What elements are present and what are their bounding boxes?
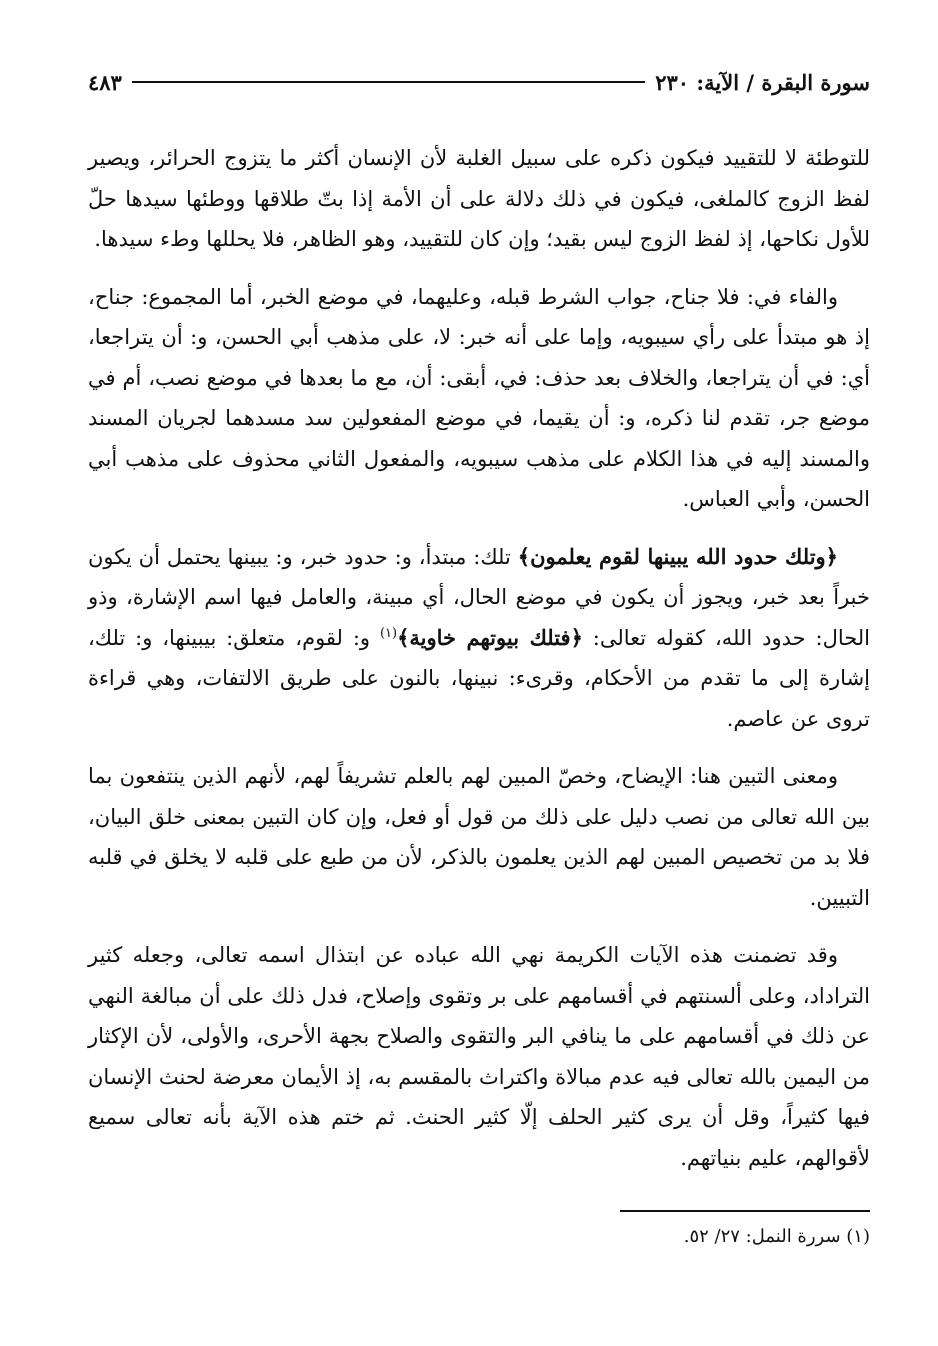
page-number: ٤٨٣ — [88, 69, 122, 95]
page-body — [88, 138, 870, 1178]
book-page — [88, 62, 871, 1247]
footnote: (١) سررة النمل: ٢٧/ ٥٢. — [683, 1226, 870, 1247]
paragraph-3-part-a: تلك: مبتدأ، و: حدود خبر، و: يبينها يحتمل أن يكون خبراً بعد خبر، ويجوز أن يكون في موضع الحال، أي مبينة، والعامل فيها اسم الإشارة، وذو الحال: حدود الله، كقوله تعالى: — [88, 544, 871, 650]
quran-verse-citation: ﴿فتلك بيوتهم خاوية﴾ — [397, 624, 583, 650]
footnote-reference: (١) — [379, 625, 398, 641]
paragraph-5: وقد تضمنت هذه الآيات الكريمة نهي الله عباده عن ابتذال اسمه تعالى، وجعله كثير التراداد، وعلى ألسنتهم في أقسامهم على بر وتقوى وإصلاح، فدل ذلك على أن مبالغة النهي عن ذلك في أقسامهم على ما ينافي البر والتقوى والصلاح بجهة الأحرى، والأولى، لأن الإكثار من اليمين بالله تعالى فيه عدم مبالاة واكتراث بالمقسم به، إذ الأيمان معرضة لحنث الإنسان فيها كثيراً، وقل أن يرى كثير الحلف إلّا كثير الحنث. ثم ختم هذه الآية بأنه تعالى سميع لأقوالهم، عليم بنياتهم. — [88, 943, 870, 1170]
footnote-divider — [620, 1210, 870, 1212]
paragraph-3-part-b: و: لقوم، متعلق: بيبينها، و: تلك، إشارة إلى ما تقدم من الأحكام، وقرىء: نبينها، بالنون على طريق الالتفات، وهي قراءة تروى عن عاصم. — [88, 625, 870, 731]
paragraph-3 — [88, 537, 870, 740]
paragraph-2: والفاء في: فلا جناح، جواب الشرط قبله، وعليهما، في موضع الخبر، أما المجموع: جناح، إذ هو مبتدأ على رأي سيبويه، وإما على أنه خبر: لا، على مذهب أبي الحسن، و: أن يتراجعا، أي: في أن يتراجعا، والخلاف بعد حذف: في، أبقى: أن، مع ما بعدها في موضع نصب، أم في موضع جر، تقدم لنا ذكره، و: أن يقيما، في موضع المفعولين سد مسدهما لجريان المسند والمسند إليه في هذا الكلام على مذهب سيبويه، والمفعول الثاني محذوف على مذهب أبي الحسن، وأبي العباس. — [88, 284, 870, 511]
paragraph-4: ومعنى التبين هنا: الإيضاح، وخصّ المبين لهم بالعلم تشريفاً لهم، لأنهم الذين ينتفعون بما بين الله تعالى من نصب دليل على ذلك من قول أو فعل، وإن كان التبين بمعنى خلق البيان، فلا بد من تخصيص المبين لهم الذين يعلمون بالذكر، لأن من طبع على قلبه لا يخلق في قلبه التبيين. — [88, 764, 870, 910]
paragraph-1: للتوطئة لا للتقييد فيكون ذكره على سبيل الغلبة لأن الإنسان أكثر ما يتزوج الحرائر، ويصير لفظ الزوج كالملغى، فيكون في ذلك دلالة على أن الأمة إذا بتّ طلاقها ووطئها سيدها حلّ للأول نكاحها، إذ لفظ الزوج ليس بقيد؛ وإن كان للتقييد، وهو الظاهر، فلا يحللها وطء سيدها. — [88, 146, 870, 251]
running-header — [88, 62, 870, 102]
header-surah-title: سورة البقرة / الآية: ٢٣٠ — [655, 69, 870, 95]
quran-verse: ﴿وتلك حدود الله يبينها لقوم يعلمون﴾ — [517, 543, 838, 569]
header-divider — [132, 81, 645, 83]
